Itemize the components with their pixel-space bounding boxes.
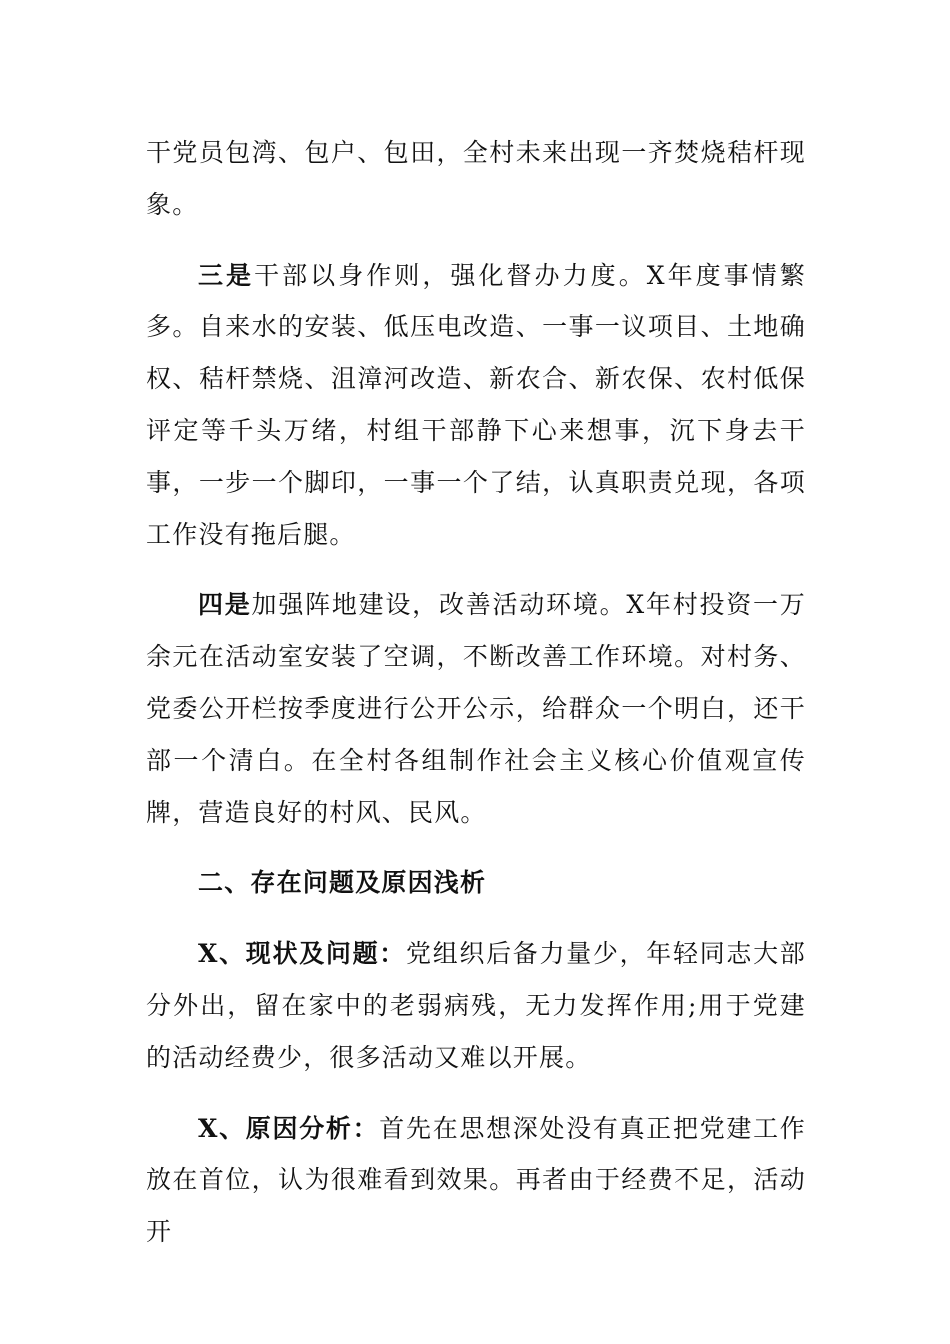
paragraph-text: 干部以身作则，强化督办力度。X年度事情繁多。自来水的安装、低压电改造、一事一议项目、土地确权、秸杆禁烧、沮漳河改造、新农合、新农保、农村低保评定等千头万绪，村组干部静下心来想事，沉下身去干事，一步一个脚印，一事一个了结，认真职责兑现，各项工作没有拖后腿。 <box>146 260 806 549</box>
subsection-lead: X、原因分析： <box>198 1113 380 1143</box>
paragraph-four <box>146 579 806 838</box>
paragraph-lead: 三是 <box>198 260 255 290</box>
paragraph-text: 干党员包湾、包户、包田，全村未来出现一齐焚烧秸杆现象。 <box>146 138 806 219</box>
paragraph-lead: 四是 <box>198 590 252 620</box>
subsection-text: 党组织后备力量少，年轻同志大部分外出，留在家中的老弱病残，无力发挥作用;用于党建的活动经费少，很多活动又难以开展。 <box>146 939 806 1072</box>
subsection-lead: X、现状及问题： <box>198 939 406 969</box>
paragraph-text: 加强阵地建设，改善活动环境。X年村投资一万余元在活动室安装了空调，不断改善工作环境。对村务、党委公开栏按季度进行公开公示，给群众一个明白，还干部一个清白。在全村各组制作社会主义核心价值观宣传牌，营造良好的村风、民风。 <box>146 590 806 827</box>
paragraph-continuation <box>146 127 806 231</box>
subsection-status <box>146 928 806 1083</box>
section-heading: 二、存在问题及原因浅析 <box>198 868 487 898</box>
subsection-cause <box>146 1103 806 1258</box>
paragraph-three <box>146 250 806 561</box>
subsection-text: 首先在思想深处没有真正把党建工作放在首位，认为很难看到效果。再者由于经费不足，活动开 <box>146 1113 806 1247</box>
document-body <box>146 127 806 1277</box>
